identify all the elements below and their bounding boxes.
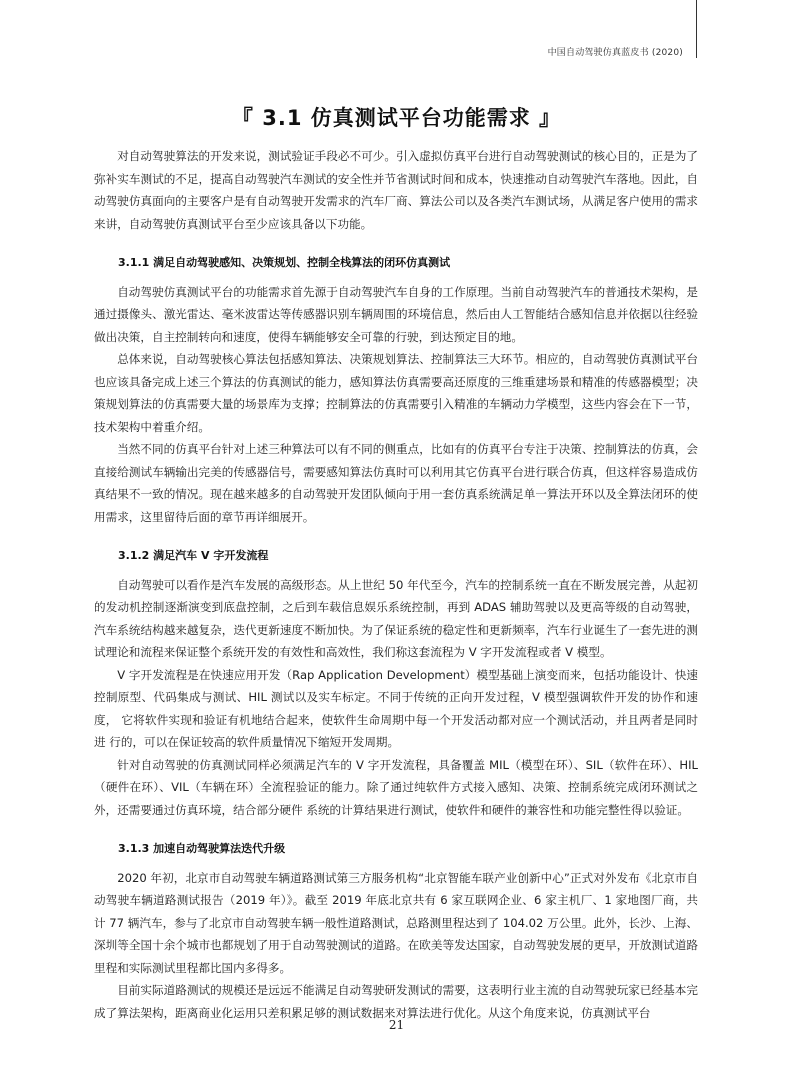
section-3-1-1 (94, 252, 698, 528)
paragraph: 针对自动驾驶的仿真测试同样必须满足汽车的 V 字开发流程，具备覆盖 MIL（模型在环）、SIL（软件在环）、HIL（硬件在环）、VIL（车辆在环）全流程验证的能力。除了通过纯软件方式接入感知、决策、控制系统完成闭环测试之外，还需要通过仿真环境，结合部分硬件 系统的计算结果进行测试，使软件和硬件的兼容性和功能完整性得以验证。 (94, 757, 698, 817)
section-heading: 3.1.3 加速自动驾驶算法迭代升级 (118, 842, 286, 855)
body-content (94, 145, 698, 1024)
intro-paragraph: 对自动驾驶算法的开发来说，测试验证手段必不可少。引入虚拟仿真平台进行自动驾驶测试的核心目的，正是为了弥补实车测试的不足，提高自动驾驶汽车测试的安全性并节省测试时间和成本，快速推动自动驾驶汽车落地。因此，自动驾驶仿真面向的主要客户是有自动驾驶开发需求的汽车厂商、算法公司以及各类汽车测试场，从满足客户使用的需求来讲，自动驾驶仿真测试平台至少应该具备以下功能。 (94, 149, 698, 231)
header-divider (696, 0, 697, 58)
page-number: 21 (388, 1018, 405, 1032)
paragraph: 2020 年初，北京市自动驾驶车辆道路测试第三方服务机构“北京智能车联产业创新中心”正式对外发布《北京市自动驾驶车辆道路测试报告（2019 年）》。截至 2019 年底北京共有 6 家互联网企业、6 家主机厂、1 家地图厂商，共计 77 辆汽车，参与了北京市自动驾驶车辆一般性道路测试，总路测里程达到了 104.02 万公里。此外，长沙、上海、深圳等全国十余个城市也都规划了用于自动驾驶测试的道路。在欧美等发达国家，自动驾驶发展的更早，开放测试道路里程和实际测试里程都比国内多得多。 (94, 870, 698, 975)
section-3-1-2 (94, 545, 698, 821)
paragraph: 目前实际道路测试的规模还是远远不能满足自动驾驶研发测试的需要，这表明行业主流的自动驾驶玩家已经基本完成了算法架构，距离商业化运用只差积累足够的测试数据来对算法进行优化。从这个角度来说，仿真测试平台 (94, 983, 698, 1020)
paragraph: 总体来说，自动驾驶核心算法包括感知算法、决策规划算法、控制算法三大环节。相应的，自动驾驶仿真测试平台也应该具备完成上述三个算法的仿真测试的能力，感知算法仿真需要高还原度的三维重建场景和精准的传感器模型；决策规划算法的仿真需要大量的场景库为支撑；控制算法的仿真需要引入精准的车辆动力学模型，这些内容会在下一节，技术架构中着重介绍。 (94, 352, 698, 434)
paragraph: V 字开发流程是在快速应用开发（Rap Application Development）模型基础上演变而来，包括功能设计、快速 控制原型、代码集成与测试、HIL 测试以及实车标定。不同于传统的正向开发过程，V 模型强调软件开发的协作和速度， 它将软件实现和验证有机地结合起来，使软件生命周期中每一个开发活动都对应一个测试活动，并且两者是同时进 行的，可以在保证较高的软件质量情况下缩短开发周期。 (94, 667, 698, 749)
paragraph: 自动驾驶可以看作是汽车发展的高级形态。从上世纪 50 年代至今，汽车的控制系统一直在不断发展完善，从起初的发动机控制逐渐演变到底盘控制，之后到车载信息娱乐系统控制，再到 ADAS 辅助驾驶以及更高等级的自动驾驶，汽车系统结构越来越复杂，迭代更新速度不断加快。为了保证系统的稳定性和更新频率，汽车行业诞生了一套先进的测试理论和流程来保证整个系统开发的有效性和高效性，我们称这套流程为 V 字开发流程或者 V 模型。 (94, 577, 698, 659)
page-title: 『 3.1 仿真测试平台功能需求 』 (231, 106, 562, 130)
section-heading: 3.1.2 满足汽车 V 字开发流程 (118, 549, 269, 562)
paragraph: 当然不同的仿真平台针对上述三种算法可以有不同的侧重点，比如有的仿真平台专注于决策、控制算法的仿真，会直接给测试车辆输出完美的传感器信号，需要感知算法仿真时可以利用其它仿真平台进行联合仿真，但这样容易造成仿真结果不一致的情况。现在越来越多的自动驾驶开发团队倾向于用一套仿真系统满足单一算法开环以及全算法闭环的使用需求，这里留待后面的章节再详细展开。 (94, 442, 698, 524)
section-3-1-3 (94, 838, 698, 1024)
section-heading: 3.1.1 满足自动驾驶感知、决策规划、控制全栈算法的闭环仿真测试 (118, 256, 451, 269)
paragraph: 自动驾驶仿真测试平台的功能需求首先源于自动驾驶汽车自身的工作原理。当前自动驾驶汽车的普通技术架构，是通过摄像头、激光雷达、毫米波雷达等传感器识别车辆周围的环境信息，然后由人工智能结合感知信息并依据以往经验做出决策，自主控制转向和速度，使得车辆能够安全可靠的行驶，到达预定目的地。 (94, 284, 698, 344)
running-header: 中国自动驾驶仿真蓝皮书 (2020) (547, 48, 683, 58)
